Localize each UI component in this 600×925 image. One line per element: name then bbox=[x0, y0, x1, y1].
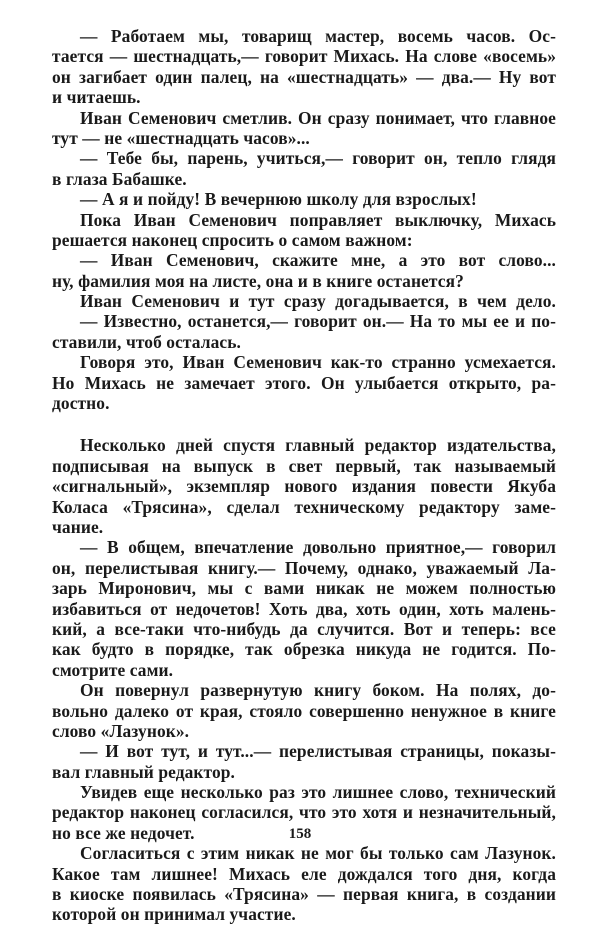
paragraph bbox=[52, 435, 556, 537]
section-1 bbox=[52, 26, 556, 413]
text-line: он, перелистывая книгу.— Почему, однако, уважаемый Ла- bbox=[52, 557, 556, 578]
text-line: он загибает один палец, на «шестнадцать» — два.— Ну вот bbox=[52, 66, 556, 87]
paragraph bbox=[52, 311, 556, 352]
text-line: — Работаем мы, товарищ мастер, восемь часов. Ос- bbox=[80, 26, 556, 46]
paragraph bbox=[52, 741, 556, 782]
text-line: как будто в порядке, так обрезка никуда не годится. По- bbox=[52, 639, 556, 660]
paragraph bbox=[52, 108, 556, 149]
text-line: решается наконец спросить о самом важном: bbox=[52, 229, 413, 250]
text-line: Пока Иван Семенович поправляет выключку, Михась bbox=[80, 209, 556, 230]
text-line: слово «Лазунок». bbox=[52, 720, 190, 741]
text-line: и читаешь. bbox=[52, 87, 141, 108]
section-break bbox=[52, 413, 556, 435]
text-line: в киоске появилась «Трясина» — первая книга, в создании bbox=[52, 884, 556, 905]
text-line: Иван Семенович и тут сразу догадывается, в чем дело. bbox=[80, 291, 556, 312]
book-page bbox=[52, 26, 556, 925]
text-line: Увидев еще несколько раз это лишнее слово, технический bbox=[80, 782, 556, 803]
paragraph bbox=[52, 210, 556, 251]
text-line: — А я и пойду! В вечернюю школу для взрослых! bbox=[80, 189, 477, 210]
text-line: Согласиться с этим никак не мог бы только сам Лазунок. bbox=[80, 843, 556, 864]
text-line: — Известно, останется,— говорит он.— На то мы ее и по- bbox=[80, 311, 556, 332]
paragraph bbox=[52, 148, 556, 189]
paragraph bbox=[52, 537, 556, 680]
text-line: но все же недочет. bbox=[52, 822, 195, 843]
page-number: 158 bbox=[288, 826, 312, 842]
text-line: Коласа «Трясина», сделал техническому редактору заме- bbox=[52, 496, 556, 517]
paragraph bbox=[52, 291, 556, 311]
section-2 bbox=[52, 435, 556, 924]
text-line: — В общем, впечатление довольно приятное,— говорил bbox=[80, 537, 556, 558]
text-line: избавиться от недочетов! Хоть два, хоть один, хоть малень- bbox=[52, 598, 556, 619]
paragraph bbox=[52, 250, 556, 291]
text-line: Он повернул развернутую книгу боком. На полях, до- bbox=[80, 680, 556, 701]
paragraph bbox=[52, 680, 556, 741]
text-line: Говоря это, Иван Семенович как-то странно усмехается. bbox=[80, 352, 556, 373]
paragraph bbox=[52, 352, 556, 413]
text-line: редактор наконец согласился, что это хотя и незначительный, bbox=[52, 802, 556, 823]
text-line: Несколько дней спустя главный редактор издательства, bbox=[80, 435, 556, 456]
text-line: вольно далеко от края, стояло совершенно ненужное в книге bbox=[52, 700, 556, 721]
text-line: чание. bbox=[52, 516, 104, 537]
text-line: — Иван Семенович, скажите мне, а это вот слово... bbox=[80, 250, 556, 271]
text-line: Иван Семенович сметлив. Он сразу понимает, что главное bbox=[80, 107, 556, 128]
text-line: тается — шестнадцать,— говорит Михась. На слове «восемь» bbox=[52, 46, 556, 67]
text-line: Какое там лишнее! Михась еле дождался того дня, когда bbox=[52, 863, 556, 884]
text-line: «сигнальный», экземпляр нового издания повести Якуба bbox=[52, 476, 556, 497]
text-line: достно. bbox=[52, 393, 110, 414]
text-line: вал главный редактор. bbox=[52, 761, 235, 782]
text-line: — И вот тут, и тут...— перелистывая страницы, показы- bbox=[80, 741, 556, 762]
text-line: — Тебе бы, парень, учиться,— говорит он, тепло глядя bbox=[80, 148, 556, 169]
paragraph bbox=[52, 843, 556, 925]
text-line: в глаза Бабашке. bbox=[52, 168, 187, 189]
text-line: зарь Миронович, мы с вами никак не можем полностью bbox=[52, 578, 556, 599]
text-line: которой он принимал участие. bbox=[52, 904, 296, 925]
text-line: ставили, чтоб осталась. bbox=[52, 331, 241, 352]
text-line: смотрите сами. bbox=[52, 659, 174, 680]
text-line: ну, фамилия моя на листе, она и в книге останется? bbox=[52, 270, 464, 291]
text-line: подписывая на выпуск в свет первый, так называемый bbox=[52, 455, 556, 476]
text-line: тут — не «шестнадцать часов»... bbox=[52, 127, 310, 148]
paragraph bbox=[52, 26, 556, 108]
text-line: кий, а все-таки что-нибудь да случится. Вот и теперь: все bbox=[52, 618, 556, 639]
text-line: Но Михась не замечает этого. Он улыбается открыто, ра- bbox=[52, 372, 556, 393]
paragraph bbox=[52, 189, 556, 209]
